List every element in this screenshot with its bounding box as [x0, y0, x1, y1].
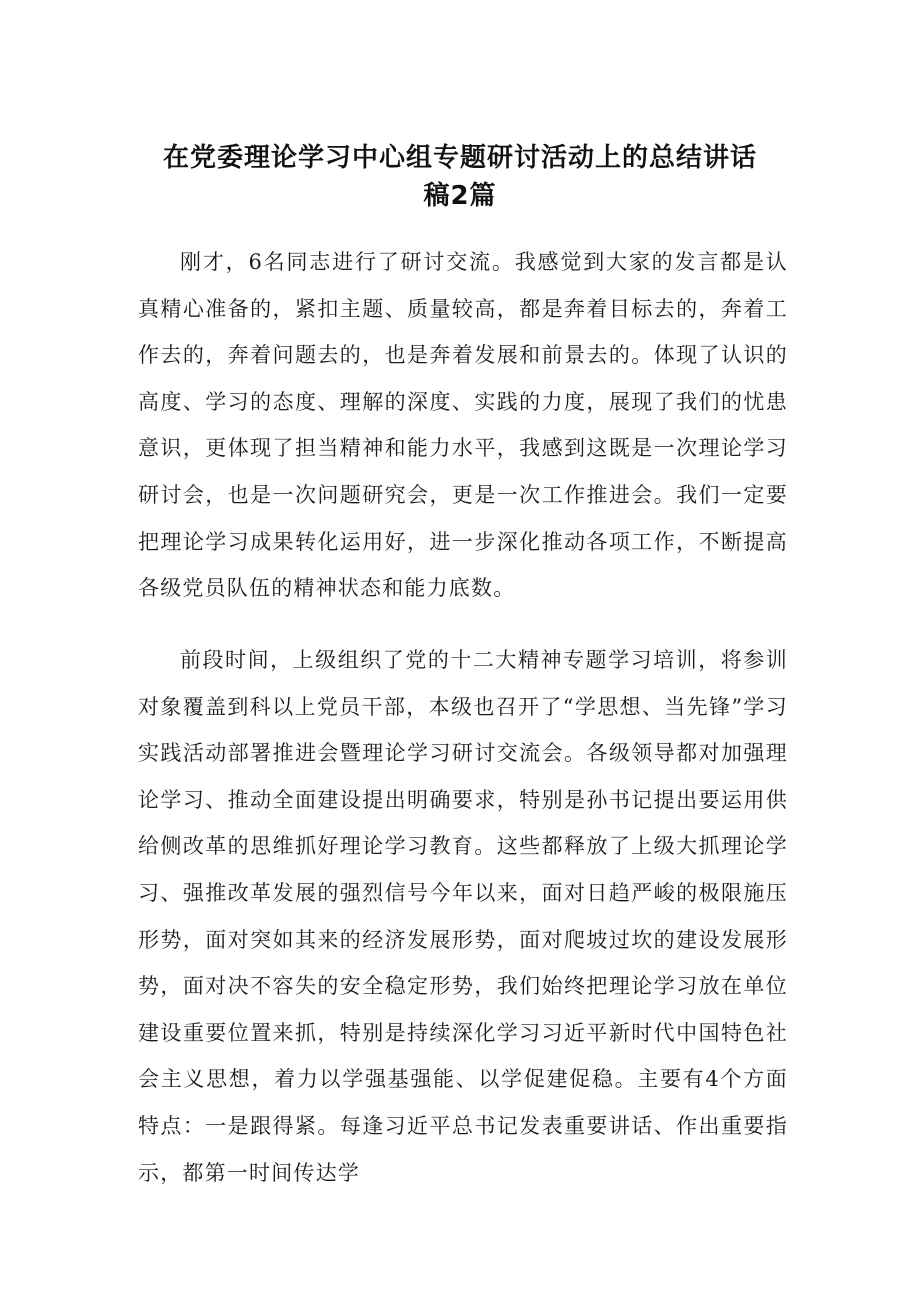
body-paragraph-2: 前段时间，上级组织了党的十二大精神专题学习培训，将参训对象覆盖到科以上党员干部，本级也召开了“学思想、当先锋”学习实践活动部署推进会暨理论学习研讨交流会。各级领导都对加强理论学习、推动全面建设提出明确要求，特别是孙书记提出要运用供给侧改革的思维抓好理论学习教育。这些都释放了上级大抓理论学习、强推改革发展的强烈信号今年以来，面对日趋严峻的极限施压形势，面对突如其来的经济发展形势，面对爬坡过坎的建设发展形势，面对决不容失的安全稳定形势，我们始终把理论学习放在单位建设重要位置来抓，特别是持续深化学习习近平新时代中国特色社会主义思想，着力以学强基强能、以学促建促稳。主要有4个方面特点：一是跟得紧。每逢习近平总书记发表重要讲话、作出重要指示，都第一时间传达学 — [138, 648, 788, 1185]
document-title-line-2: 稿2篇 — [423, 181, 497, 211]
body-paragraph-1: 刚才，6名同志进行了研讨交流。我感觉到大家的发言都是认真精心准备的，紧扣主题、质量较高，都是奔着目标去的，奔着工作去的，奔着问题去的，也是奔着发展和前景去的。体现了认识的高度、学习的态度、理解的深度、实践的力度，展现了我们的忧患意识，更体现了担当精神和能力水平，我感到这既是一次理论学习研讨会，也是一次问题研究会，更是一次工作推进会。我们一定要把理论学习成果转化运用好，进一步深化推动各项工作，不断提高各级党员队伍的精神状态和能力底数。 — [138, 250, 788, 601]
document-title-line-1: 在党委理论学习中心组专题研讨活动上的总结讲话 — [162, 143, 757, 173]
